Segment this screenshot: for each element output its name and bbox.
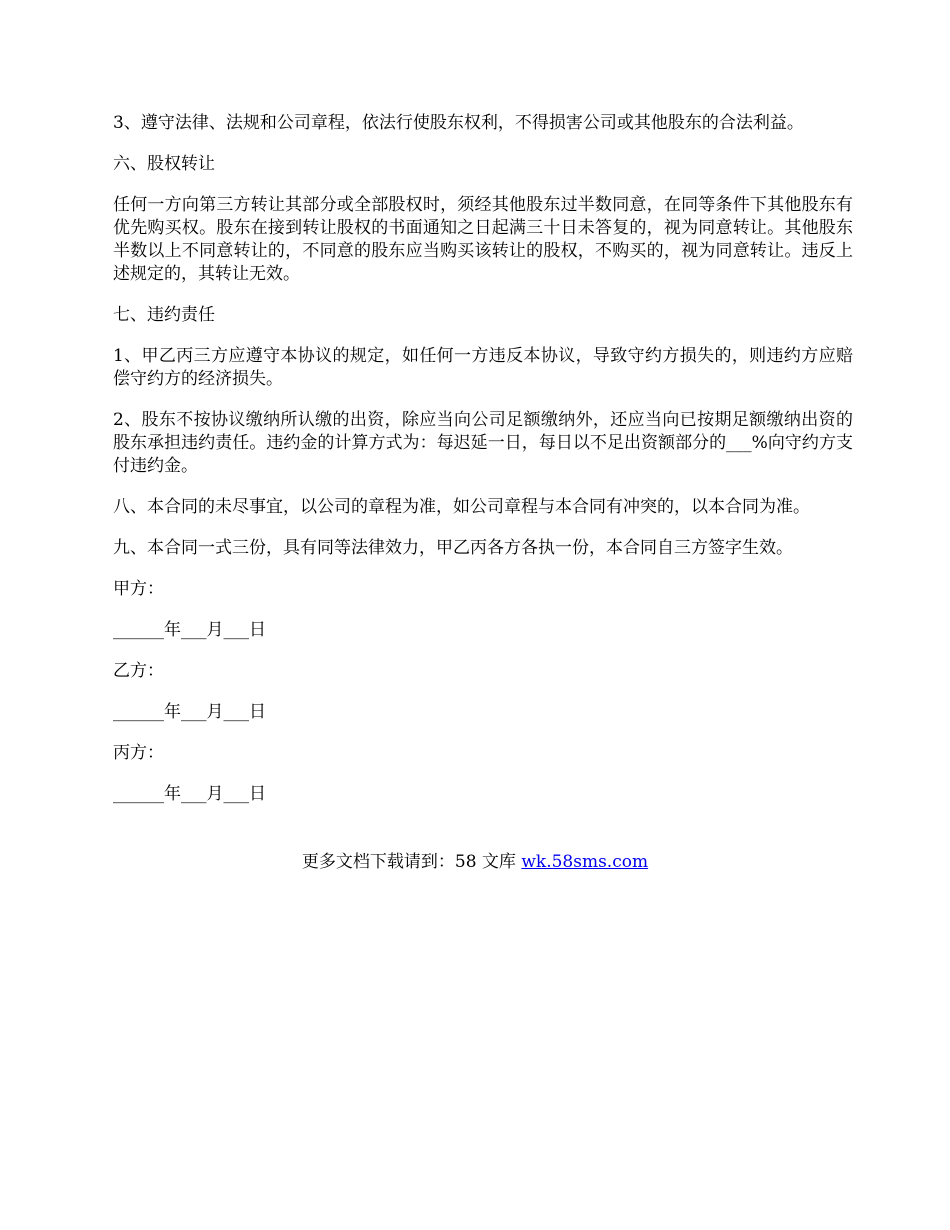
party-c-label: 丙方： — [113, 743, 164, 763]
section-heading-equity-transfer: 六、股权转让 — [113, 154, 215, 174]
party-b-date-line: ______年___月___日 — [113, 702, 266, 722]
party-a-date-line: ______年___月___日 — [113, 620, 266, 640]
download-footer — [0, 851, 950, 874]
footer-link[interactable]: wk.58sms.com — [521, 852, 649, 872]
party-a-label: 甲方： — [113, 579, 164, 599]
party-b-label: 乙方： — [113, 661, 164, 681]
footer-text: 更多文档下载请到：58 文库 — [301, 852, 522, 872]
equity-transfer-paragraph: 任何一方向第三方转让其部分或全部股权时，须经其他股东过半数同意，在同等条件下其他股东有优先购买权。股东在接到转让股权的书面通知之日起满三十日未答复的，视为同意转让。其他股东半数以上不同意转让的，不同意的股东应当购买该转让的股权，不购买的，视为同意转让。违反上述规定的，其转让无效。 — [113, 195, 853, 284]
breach-clause-2: 2、股东不按协议缴纳所认缴的出资，除应当向公司足额缴纳外，还应当向已按期足额缴纳出资的股东承担违约责任。违约金的计算方式为：每迟延一日，每日以不足出资额部分的___%向守约方支付违约金。 — [113, 410, 853, 476]
section-heading-breach-liability: 七、违约责任 — [113, 305, 215, 325]
party-c-date-line: ______年___月___日 — [113, 784, 266, 804]
clause-3-compliance: 3、遵守法律、法规和公司章程，依法行使股东权利，不得损害公司或其他股东的合法利益。 — [113, 113, 804, 133]
section-9-paragraph: 九、本合同一式三份，具有同等法律效力，甲乙丙各方各执一份，本合同自三方签字生效。 — [113, 538, 793, 558]
breach-clause-1: 1、甲乙丙三方应遵守本协议的规定，如任何一方违反本协议，导致守约方损失的，则违约方应赔偿守约方的经济损失。 — [113, 346, 853, 389]
section-8-paragraph: 八、本合同的未尽事宜，以公司的章程为准，如公司章程与本合同有冲突的，以本合同为准。 — [113, 497, 810, 517]
document-body — [113, 112, 853, 824]
